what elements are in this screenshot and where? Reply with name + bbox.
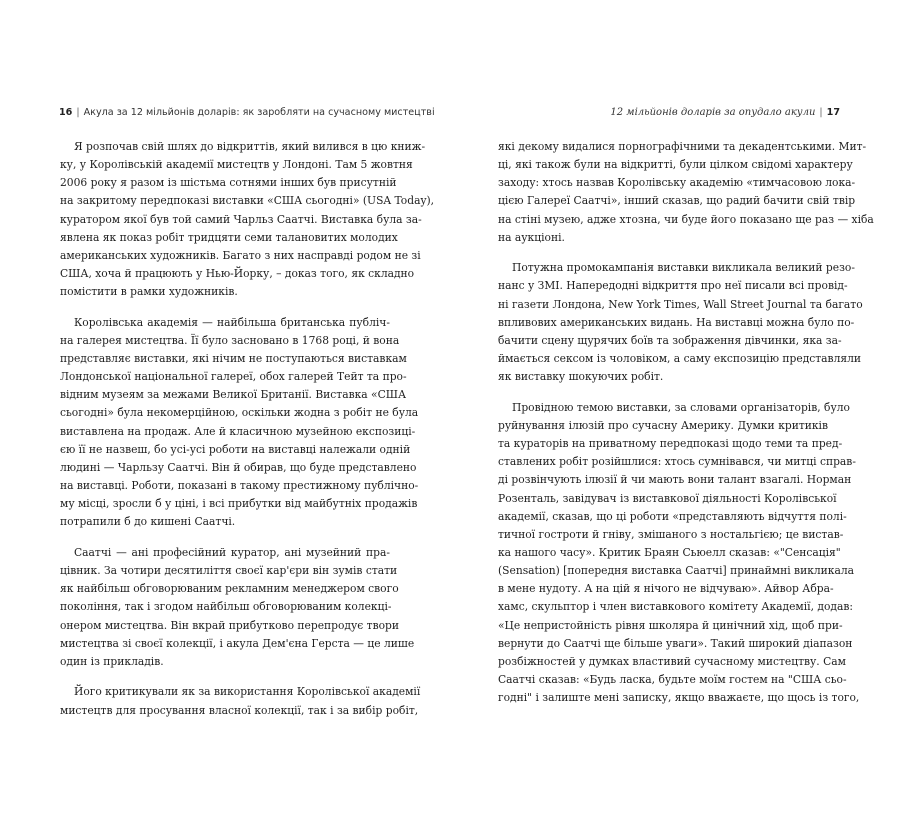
text-line: заходу: хтось назвав Королівську академію «тимчасовою лока- [498, 176, 856, 190]
text-line: годні" і залиште мені записку, якщо вважаєте, що щось із того, [498, 691, 860, 705]
text-line: Лондонської національної галереї, обох галерей Тейт та про- [60, 370, 407, 384]
text-line: впливових американських видань. На виставці можна було по- [498, 315, 855, 329]
text-line: виставлена на продаж. Але й класичною музейною експозиці- [60, 424, 416, 438]
text-line: ку, у Королівській академії мистецтв у Лондоні. Там 5 жовтня [60, 158, 413, 172]
text-line: на виставці. Роботи, показані в такому престижному публічно- [60, 479, 419, 493]
left-body-text [60, 138, 435, 720]
text-line: цією Галереї Саатчі», інший сказав, що радий бачити свій твір [498, 194, 856, 208]
text-line: «Це непристойність рівня школяра й цинічний хід, щоб при- [498, 618, 843, 632]
text-line: Саатчі сказав: «Будь ласка, будьте моїм гостем на "США сьо- [498, 672, 847, 686]
paragraph-gap [60, 671, 390, 684]
text-line: представляє виставки, які нічим не поступаються виставкам [60, 352, 407, 366]
text-line: Я розпочав свій шлях до відкриттів, який вилився в цю книж- [74, 140, 426, 153]
right-body-text [498, 138, 874, 707]
text-line: єю її не назвеш, бо усі-усі роботи на виставці належали одній [60, 442, 411, 456]
text-line: людині — Чарльзу Саатчі. Він й обирав, що буде представлено [60, 460, 417, 474]
text-line: мистецтва зі своєї колекції, і акула Дем'єна Герста — це лише [60, 636, 415, 650]
paragraph [60, 683, 421, 719]
text-line: США, хоча й працюють у Нью-Йорку, – доказ того, як складно [60, 266, 415, 280]
text-line: 2006 року я разом із шістьма сотнями інших був присутній [60, 176, 397, 190]
text-line: Провідною темою виставки, за словами організаторів, було [512, 400, 850, 414]
text-line: ці, які також були на відкритті, були цілком свідомі характеру [498, 158, 853, 172]
text-line: академії, сказав, що ці роботи «представляють відчуття полі- [498, 509, 847, 523]
text-line: ка нашого часу». Критик Браян Сьюелл сказав: «"Сенсація" [498, 545, 841, 559]
text-line: один із прикладів. [60, 654, 164, 668]
text-line: онером мистецтва. Він вкрай прибутково перепродує твори [60, 618, 399, 632]
paragraph-gap [60, 531, 390, 544]
text-line: му місці, зросли б у ціні, і всі прибутки від майбутніх продажів [60, 497, 418, 511]
text-line: покоління, так і згодом найбільш обговорюваним колекці- [60, 600, 392, 614]
left-page [46, 0, 446, 817]
text-line: цівник. За чотири десятиліття своєї кар'єри він зумів стати [60, 564, 398, 578]
text-line: як виставку шокуючих робіт. [498, 370, 664, 384]
text-line: на закритому передпоказі виставки «США сьогодні» (USA Today), [60, 194, 435, 208]
left-running-head [59, 107, 441, 118]
text-line: хамс, скульптор і член виставкового комітету Академії, додав: [498, 600, 853, 614]
left-page-number: 16 [59, 107, 73, 118]
text-line: як найбільш обговорюваним рекламним менеджером свого [60, 582, 399, 596]
text-line: явлена як показ робіт тридцяти семи талановитих молодих [60, 230, 398, 244]
paragraph-gap [60, 301, 390, 314]
text-line: які декому видалися порнографічними та декадентськими. Мит- [498, 140, 867, 153]
paragraph [498, 399, 860, 707]
text-line: та кураторів на приватному передпоказі щодо теми та пред- [498, 437, 843, 451]
text-line: Королівська академія — найбільша британська публіч- [74, 315, 390, 329]
text-line: руйнування ілюзій про сучасну Америку. Думки критиків [498, 418, 828, 432]
text-line: ставлених робіт розійшлися: хтось сумнівався, чи митці справ- [498, 455, 856, 469]
text-line: куратором якої був той самий Чарльз Саатчі. Виставка була за- [60, 212, 422, 226]
right-page-number: 17 [826, 107, 840, 118]
text-line: відним музеям за межами Великої Британії. Виставка «США [60, 388, 407, 402]
right-running-head [456, 107, 840, 118]
text-line: бачити сцену щурячих боїв та зображення дівчинки, яка за- [498, 333, 842, 347]
text-line: сьогодні» була некомерційною, оскільки жодна з робіт не була [60, 406, 419, 420]
text-line: Його критикували як за використання Королівської академії [74, 685, 421, 699]
text-line: Розенталь, завідувач із виставкової діяльності Королівської [498, 491, 837, 505]
text-line: на аукціоні. [498, 230, 565, 244]
text-line: американських художників. Багато з них насправді родом не зі [60, 248, 421, 262]
text-line: (Sensation) [попередня виставка Саатчі] принаймні викликала [498, 564, 855, 578]
paragraph [60, 544, 415, 671]
right-page [456, 0, 874, 817]
paragraph [498, 138, 874, 247]
text-line: вернути до Саатчі ще більше уваги». Такий широкий діапазон [498, 636, 853, 650]
paragraph-gap [498, 247, 828, 260]
text-line: нанс у ЗМІ. Напередодні відкриття про неї писали всі провід- [498, 279, 848, 293]
text-line: ймається сексом із чоловіком, а саму експозицію представляли [498, 352, 862, 366]
text-line: мистецтв для просування власної колекції, так і за вибір робіт, [60, 703, 419, 717]
text-line: Потужна промокампанія виставки викликала великий резо- [512, 261, 855, 275]
text-line: ні газети Лондона, New York Times, Wall Street Journal та багато [498, 297, 863, 311]
running-head-separator: | [819, 107, 823, 118]
paragraph [498, 259, 863, 386]
running-head-separator: | [76, 107, 80, 118]
left-running-title: Акула за 12 мільйонів доларів: як заробляти на сучасному мистецтві [83, 107, 435, 118]
paragraph-gap [498, 386, 828, 399]
text-line: помістити в рамки художників. [60, 285, 238, 299]
text-line: в мене нудоту. А на цій я нічого не відчуваю». Айвор Абра- [498, 582, 834, 596]
text-line: на стіні музею, адже хтозна, чи буде його показано ще раз — хіба [498, 212, 874, 226]
text-line: тичної гостроти й гніву, змішаного з ностальгією; це вистав- [498, 527, 844, 541]
text-line: потрапили б до кишені Саатчі. [60, 515, 236, 529]
text-line: на галерея мистецтва. Її було засновано в 1768 році, й вона [60, 333, 400, 347]
right-running-title: 12 мільйонів доларів за опудало акули [610, 107, 816, 118]
text-line: розбіжностей у думках властивий сучасному мистецтву. Сам [498, 654, 846, 668]
paragraph [60, 138, 435, 301]
text-line: ді розвінчують ілюзії й чи мають вони талант взагалі. Норман [498, 473, 852, 487]
text-line: Саатчі — ані професійний куратор, ані музейний пра- [74, 545, 390, 559]
paragraph [60, 314, 419, 532]
